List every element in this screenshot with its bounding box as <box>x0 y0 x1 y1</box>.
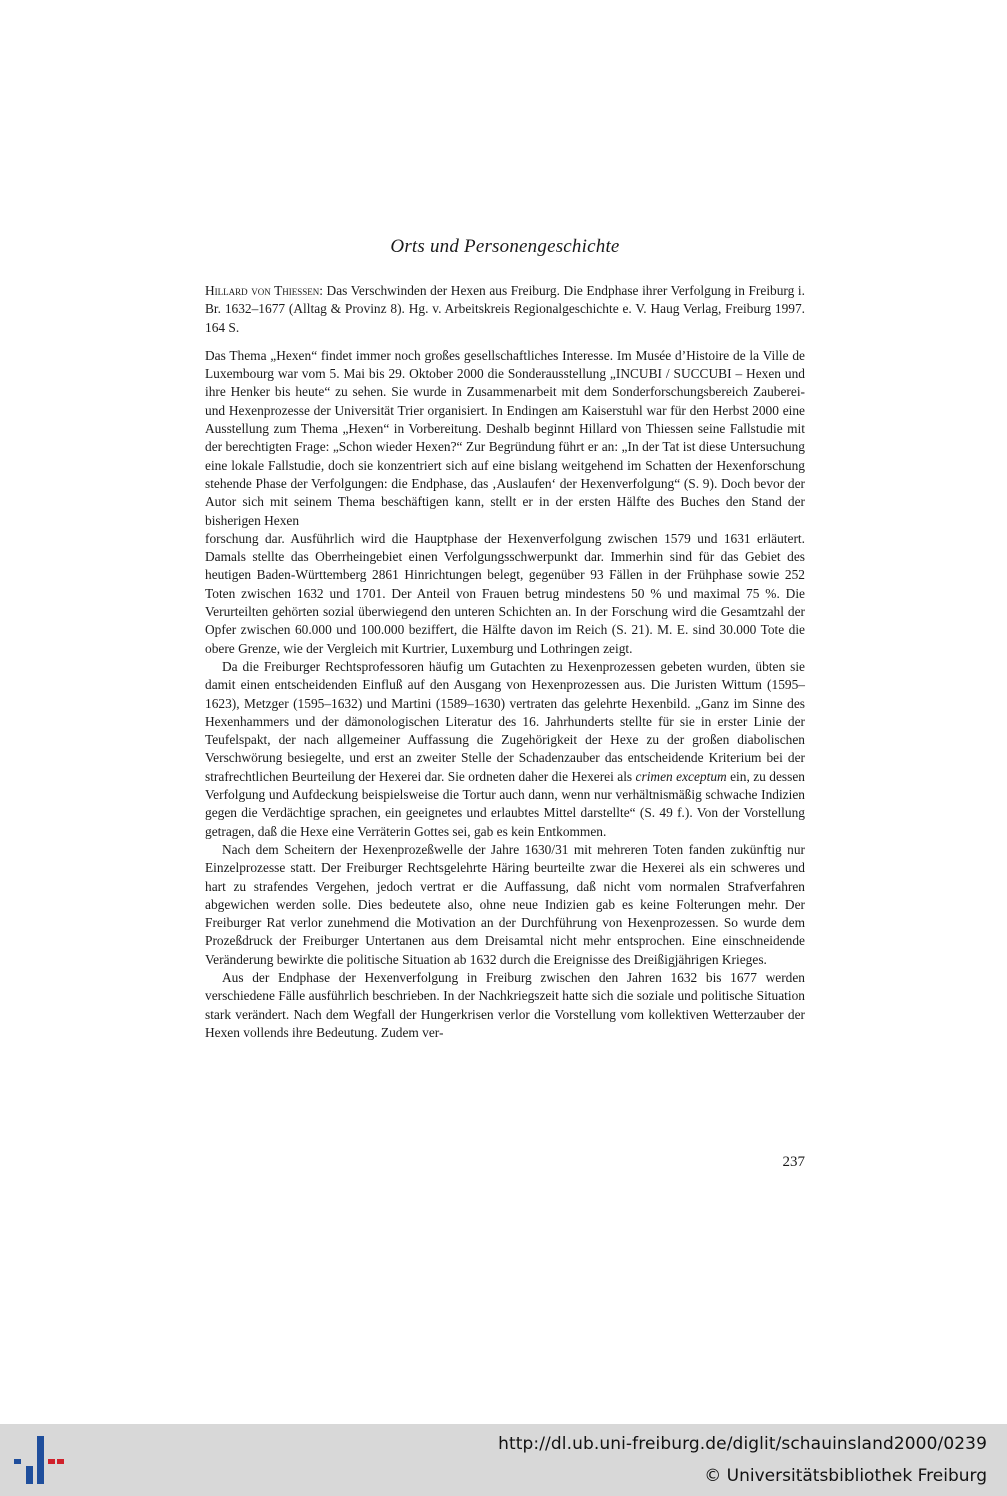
ub-freiburg-logo-icon <box>14 1436 64 1486</box>
book-citation <box>205 282 805 337</box>
paragraph-2 <box>205 658 805 841</box>
paragraph-1-part-b: forschung dar. Ausführlich wird die Hauptphase der Hexenverfolgung zwischen 1579 und 1631 erläutert. Damals stellte das Oberrheingebiet einen Verfolgungsschwerpunkt dar. Immerhin sind für das Gebiet des heutigen Baden-Württemberg 2861 Hinrichtungen belegt, gegenüber 93 Fällen in der Frühphase sowie 252 Toten zwischen 1632 und 1701. Der Anteil von Frauen betrug mindestens 50 % und maximal 75 %. Die Verurteilten gehörten sozial überwiegend den unteren Schichten an. In der Forschung wird die Gesamtzahl der Opfer zwischen 60.000 und 100.000 beziffert, die Hälfte davon im Reich (S. 21). M. E. sind 30.000 Tote die obere Grenze, wie der Vergleich mit Kurtrier, Luxemburg und Lothringen zeigt. <box>205 530 805 656</box>
page-number: 237 <box>782 1154 805 1170</box>
footer-copyright: © Universitätsbibliothek Freiburg <box>704 1466 987 1486</box>
paragraph-4: Aus der Endphase der Hexenverfolgung in Freiburg zwischen den Jahren 1632 bis 1677 werden verschiedene Fälle ausführlich beschrieben. In der Nachkriegszeit hatte sich die soziale und politische Situation stark verändert. Nach dem Wegfall der Hungerkrisen verlor die Vorstellung vom kollektiven Wetterzauber der Hexen vollends ihre Bedeutung. Zudem ver- <box>205 969 805 1040</box>
library-footer <box>0 1424 1007 1496</box>
paragraph-1 <box>205 347 805 658</box>
citation-text: : Das Verschwinden der Hexen aus Freiburg. Die Endphase ihrer Verfolgung in Freiburg i. Br. 1632–1677 (Alltag & Provinz 8). Hg. v. Arbeitskreis Regionalgeschichte e. V. Haug Verlag, Freiburg 1997. 164 S. <box>205 283 805 335</box>
paragraph-2-part-b: ein, zu dessen Verfolgung und Aufdeckung beispielsweise die Tortur auch dann, wenn nur verhältnismäßig schwache Indizien gegen die Verdächtige sprachen, ein geeignetes und erlaubtes Mittel darstellte“ (S. 49 f.). Von der Vorstellung getragen, daß die Hexe eine Verräterin Gottes sei, gab es kein Entkommen. <box>205 768 805 839</box>
footer-url-link[interactable]: http://dl.ub.uni-freiburg.de/diglit/schauinsland2000/0239 <box>498 1434 987 1454</box>
paragraph-1-part-a: Das Thema „Hexen“ findet immer noch großes gesellschaftliches Interesse. Im Musée d’Histoire de la Ville de Luxembourg war vom 5. Mai bis 29. Oktober 2000 die Sonderausstellung „INCUBI / SUCCUBI – Hexen und ihre Henker bis heute“ zu sehen. Sie wurde in Zusammenarbeit mit dem Sonderforschungsbereich Zauberei- und Hexenprozesse der Universität Trier organisiert. In Endingen am Kaiserstuhl war für den Herbst 2000 eine Ausstellung zum Thema „Hexen“ in Vorbereitung. Deshalb beginnt Hillard von Thiessen seine Fallstudie mit der berechtigten Frage: „Schon wieder Hexen?“ Zur Begründung führt er an: „In der Tat ist diese Untersuchung eine lokale Fallstudie, doch sie konzentriert sich auf eine bislang weitgehend im Schatten der Hexenforschung stehende Phase der Verfolgungen: die Endphase, das ‚Auslaufen‘ der Hexenverfolgung“ (S. 9). Doch bevor der Autor sich mit seinem Thema beschäftigen kann, stellt er in der ersten Hälfte des Buches den Stand der bisherigen Hexen <box>205 347 805 528</box>
section-heading: Orts und Personengeschichte <box>390 236 620 257</box>
paragraph-2-italic-term: crimen exceptum <box>635 768 727 784</box>
paragraph-2-part-a: Da die Freiburger Rechtsprofessoren häufig um Gutachten zu Hexenprozessen gebeten wurden, übten sie damit einen entscheidenden Einfluß auf den Ausgang von Hexenprozessen aus. Die Juristen Wittum (1595–1623), Metzger (1595–1632) und Martini (1589–1630) vertraten das gelehrte Hexenbild. „Ganz im Sinne des Hexenhammers und der dämonologischen Literatur des 16. Jahrhunderts stellte für sie in erster Linie der Teufelspakt, der nach allgemeiner Auffassung die Zugehörigkeit der Hexe zu der großen diabolischen Verschwörung besiegelte, und erst an zweiter Stelle der Schadenzauber das entscheidende Kriterium bei der strafrechtlichen Beurteilung der Hexerei dar. Sie ordneten daher die Hexerei als <box>205 658 805 784</box>
paragraph-3: Nach dem Scheitern der Hexenprozeßwelle der Jahre 1630/31 mit mehreren Toten fanden zukünftig nur Einzelprozesse statt. Der Freiburger Rechtsgelehrte Häring beurteilte zwar die Hexerei als ein schweres und hart zu strafendes Vergehen, jedoch vertrat er die Auffassung, daß nicht vom normalen Strafverfahren abgewichen werden solle. Dies bedeutete also, ohne neue Indizien gab es keine Folterungen mehr. Der Freiburger Rat verlor zunehmend die Motivation an der Durchführung von Hexenprozessen. So wurde dem Prozeßdruck der Freiburger Untertanen aus dem Dreisamtal nicht mehr entsprochen. Eine einschneidende Veränderung bewirkte die politische Situation ab 1632 durch die Ereignisse des Dreißigjährigen Krieges. <box>205 841 805 967</box>
citation-author: Hillard von Thiessen <box>205 283 320 298</box>
review-content <box>205 282 805 1042</box>
